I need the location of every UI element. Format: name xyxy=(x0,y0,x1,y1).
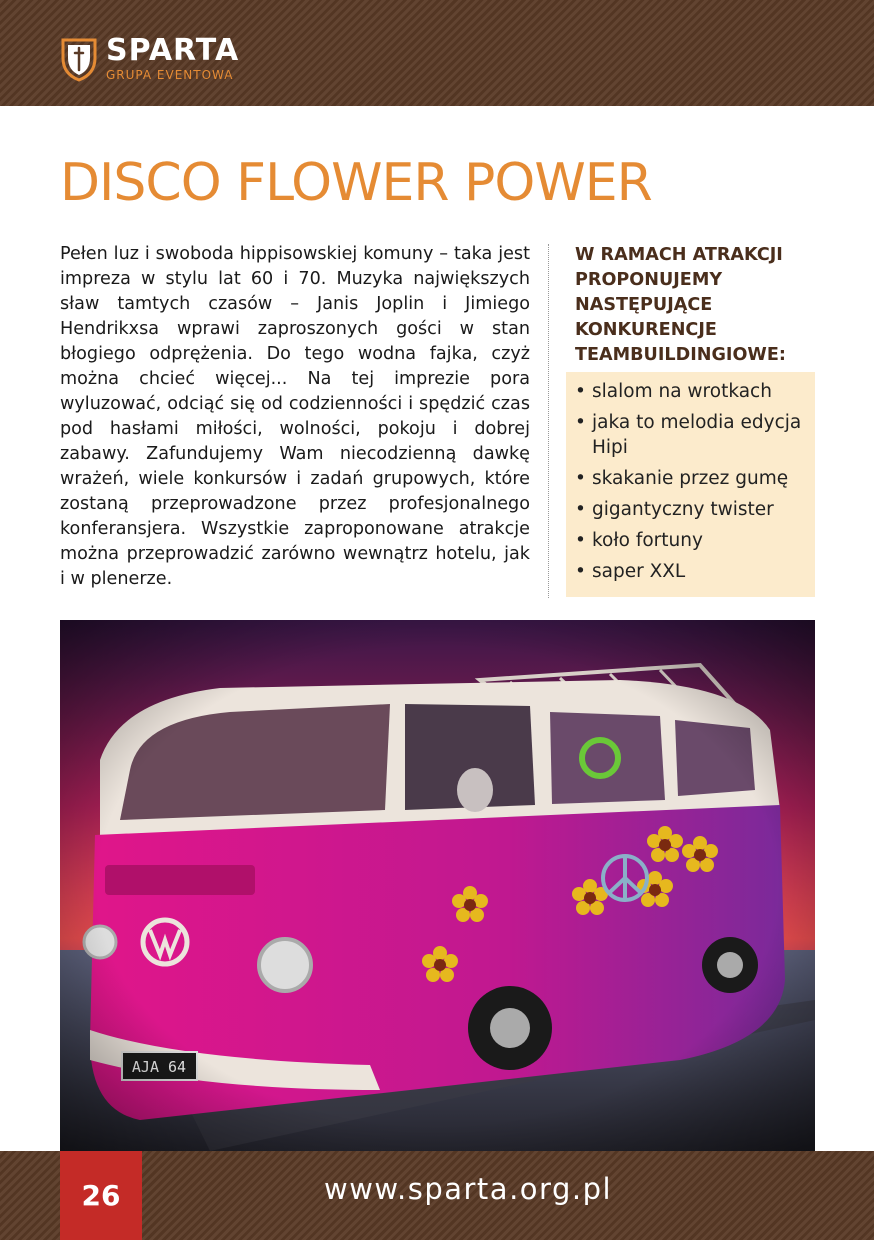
brand-logo[interactable] xyxy=(60,33,240,82)
list-item-label: jaka to melodia edycja Hipi xyxy=(592,412,802,458)
page-number: 26 xyxy=(60,1151,142,1240)
list-item-label: gigantyczny twister xyxy=(592,499,774,520)
body-paragraph: Pełen luz i swoboda hippisowskiej komuny – taka jest impreza w stylu lat 60 i 70. Muzyka największych sław tamtych czasów – Janis Joplin i Jimiego Hendrikxsa wprawi zaproszonych gości w stan błogiego odprężenia. Do tego wodna fajka, czyż można chcieć więcej... Na tej imprezie pora wyluzować, odciąć się od codzienności i spędzić czas pod hasłami miłości, wolności, pokoju i dobrej zabawy. Zafundujemy Wam niecodzienną dawkę wrażeń, wiele konkursów i zadań grupowych, które zostaną przeprowadzone przez profesjonalnego konferansjera. Wszystkie zaproponowane atrakcje można przeprowadzić zarówno wewnątrz hotelu, jak i w plenerze. xyxy=(60,244,530,589)
attractions-list xyxy=(566,372,815,584)
list-item-label: slalom na wrotkach xyxy=(592,381,772,402)
list-item xyxy=(566,379,815,404)
attractions-box xyxy=(566,372,815,597)
list-item xyxy=(566,497,815,522)
logo-subtitle: GRUPA EVENTOWA xyxy=(106,68,234,82)
van-illustration xyxy=(60,620,815,1151)
bullet-icon: • xyxy=(575,381,586,402)
column-divider xyxy=(548,244,549,598)
bullet-icon: • xyxy=(575,412,586,433)
list-item-label: skakanie przez gumę xyxy=(592,468,789,489)
sidebar-heading: W RAMACH ATRAKCJI PROPONUJEMY NASTĘPUJĄCE KONKURENCJE TEAMBUILDINGIOWE: xyxy=(575,245,786,365)
bullet-icon: • xyxy=(575,561,586,582)
list-item-label: koło fortuny xyxy=(592,530,703,551)
list-item xyxy=(566,410,815,460)
bullet-icon: • xyxy=(575,530,586,551)
bullet-icon: • xyxy=(575,499,586,520)
bullet-icon: • xyxy=(575,468,586,489)
list-item xyxy=(566,466,815,491)
shield-sword-icon xyxy=(60,36,98,82)
page-title: DISCO FLOWER POWER xyxy=(60,153,652,213)
list-item xyxy=(566,528,815,553)
list-item-label: saper XXL xyxy=(592,561,686,582)
list-item xyxy=(566,559,815,584)
hippie-van-photo xyxy=(60,620,815,1151)
website-link[interactable]: www.sparta.org.pl xyxy=(324,1172,613,1206)
logo-name: SPARTA xyxy=(106,33,240,68)
header-band xyxy=(0,0,874,106)
